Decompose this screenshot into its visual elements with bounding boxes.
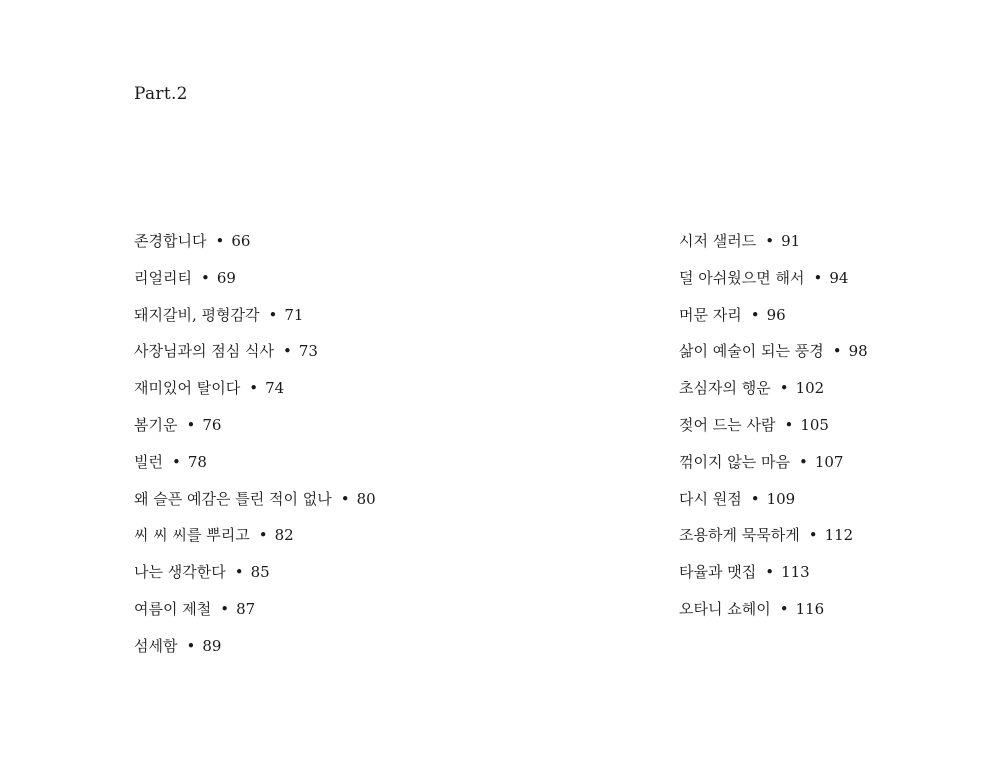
toc-entry xyxy=(679,559,868,596)
toc-entry-title: 왜 슬픈 예감은 틀린 적이 없나 xyxy=(134,489,332,508)
toc-separator-dot: • xyxy=(779,599,789,618)
toc-entry-title: 초심자의 행운 xyxy=(679,379,771,398)
toc-separator-dot: • xyxy=(765,563,775,582)
toc-column-left xyxy=(134,228,376,670)
toc-entry-title: 여름이 제철 xyxy=(134,599,212,618)
toc-entry-page: 73 xyxy=(298,342,318,361)
toc-entry-page: 87 xyxy=(236,599,256,618)
toc-entry xyxy=(679,449,868,486)
toc-separator-dot: • xyxy=(282,342,292,361)
toc-entry-title: 삶이 예술이 되는 풍경 xyxy=(679,342,824,361)
toc-entry xyxy=(134,265,376,302)
toc-separator-dot: • xyxy=(220,599,230,618)
toc-entry-page: 107 xyxy=(814,452,844,471)
toc-entry xyxy=(679,228,868,265)
toc-separator-dot: • xyxy=(234,563,244,582)
toc-entry-page: 85 xyxy=(250,563,270,582)
toc-separator-dot: • xyxy=(171,452,181,471)
toc-entry-page: 82 xyxy=(274,526,294,545)
toc-entry-page: 113 xyxy=(781,563,810,582)
toc-entry xyxy=(679,375,868,412)
toc-entry xyxy=(679,302,868,339)
toc-separator-dot: • xyxy=(186,415,196,434)
toc-entry-page: 102 xyxy=(795,379,825,398)
toc-entry-title: 덜 아쉬웠으면 해서 xyxy=(679,268,805,287)
toc-entry xyxy=(134,375,376,412)
toc-entry xyxy=(679,265,868,302)
toc-entry-page: 80 xyxy=(356,489,376,508)
toc-entry xyxy=(134,338,376,375)
toc-entry xyxy=(134,486,376,523)
toc-entry xyxy=(134,228,376,265)
toc-entry-page: 116 xyxy=(795,599,825,618)
toc-separator-dot: • xyxy=(784,415,794,434)
toc-entry-page: 78 xyxy=(187,452,207,471)
toc-entry xyxy=(679,412,868,449)
toc-separator-dot: • xyxy=(249,379,259,398)
toc-entry-page: 71 xyxy=(284,305,304,324)
toc-separator-dot: • xyxy=(186,636,196,655)
toc-entry-title: 머문 자리 xyxy=(679,305,742,324)
toc-entry-page: 98 xyxy=(848,342,868,361)
toc-entry-title: 타율과 맷집 xyxy=(679,563,757,582)
toc-entry-page: 105 xyxy=(800,415,829,434)
toc-separator-dot: • xyxy=(215,232,225,250)
toc-separator-dot: • xyxy=(268,305,278,324)
toc-separator-dot: • xyxy=(779,379,789,398)
toc-entry-page: 94 xyxy=(829,268,849,287)
toc-entry-page: 76 xyxy=(202,415,222,434)
toc-entry-page: 109 xyxy=(766,489,796,508)
toc-entry-page: 91 xyxy=(781,232,801,250)
toc-entry-title: 나는 생각한다 xyxy=(134,563,226,582)
toc-separator-dot: • xyxy=(832,342,842,361)
toc-entry xyxy=(679,486,868,523)
toc-entry-title: 재미있어 탈이다 xyxy=(134,379,241,398)
toc-separator-dot: • xyxy=(340,489,350,508)
toc-separator-dot: • xyxy=(200,268,210,287)
toc-entry-page: 112 xyxy=(824,526,854,545)
toc-column-right xyxy=(679,228,868,633)
toc-entry-title: 꺾이지 않는 마음 xyxy=(679,452,790,471)
toc-entry xyxy=(134,449,376,486)
toc-entry xyxy=(134,302,376,339)
toc-separator-dot: • xyxy=(808,526,818,545)
toc-entry xyxy=(679,522,868,559)
toc-entry xyxy=(679,596,868,633)
toc-entry-title: 사장님과의 점심 식사 xyxy=(134,342,274,361)
toc-separator-dot: • xyxy=(798,452,808,471)
toc-entry-page: 89 xyxy=(202,636,222,655)
toc-entry-title: 리얼리티 xyxy=(134,268,192,287)
toc-entry-page: 96 xyxy=(766,305,786,324)
toc-entry-page: 74 xyxy=(265,379,285,398)
toc-entry-title: 다시 원점 xyxy=(679,489,742,508)
toc-entry-page: 66 xyxy=(231,232,251,250)
toc-entry-title: 봄기운 xyxy=(134,415,178,434)
toc-entry-title: 젖어 드는 사람 xyxy=(679,415,776,434)
toc-separator-dot: • xyxy=(813,268,823,287)
toc-entry xyxy=(134,559,376,596)
toc-entry-title: 섬세함 xyxy=(134,636,178,655)
toc-entry-title: 조용하게 묵묵하게 xyxy=(679,526,800,545)
toc-entry-title: 씨 씨 씨를 뿌리고 xyxy=(134,526,250,545)
toc-separator-dot: • xyxy=(765,232,775,250)
toc-separator-dot: • xyxy=(258,526,268,545)
part-title: Part.2 xyxy=(134,84,188,104)
toc-entry-title: 돼지갈비, 평형감각 xyxy=(134,305,260,324)
toc-entry xyxy=(134,522,376,559)
toc-entry-title: 오타니 쇼헤이 xyxy=(679,599,771,618)
toc-entry-title: 존경합니다 xyxy=(134,232,207,250)
toc-entry-title: 시저 샐러드 xyxy=(679,232,757,250)
toc-entry xyxy=(134,596,376,633)
toc-entry xyxy=(679,338,868,375)
toc-separator-dot: • xyxy=(750,489,760,508)
toc-entry xyxy=(134,412,376,449)
toc-entry xyxy=(134,633,376,670)
toc-separator-dot: • xyxy=(750,305,760,324)
toc-entry-title: 빌런 xyxy=(134,452,163,471)
toc-entry-page: 69 xyxy=(216,268,236,287)
